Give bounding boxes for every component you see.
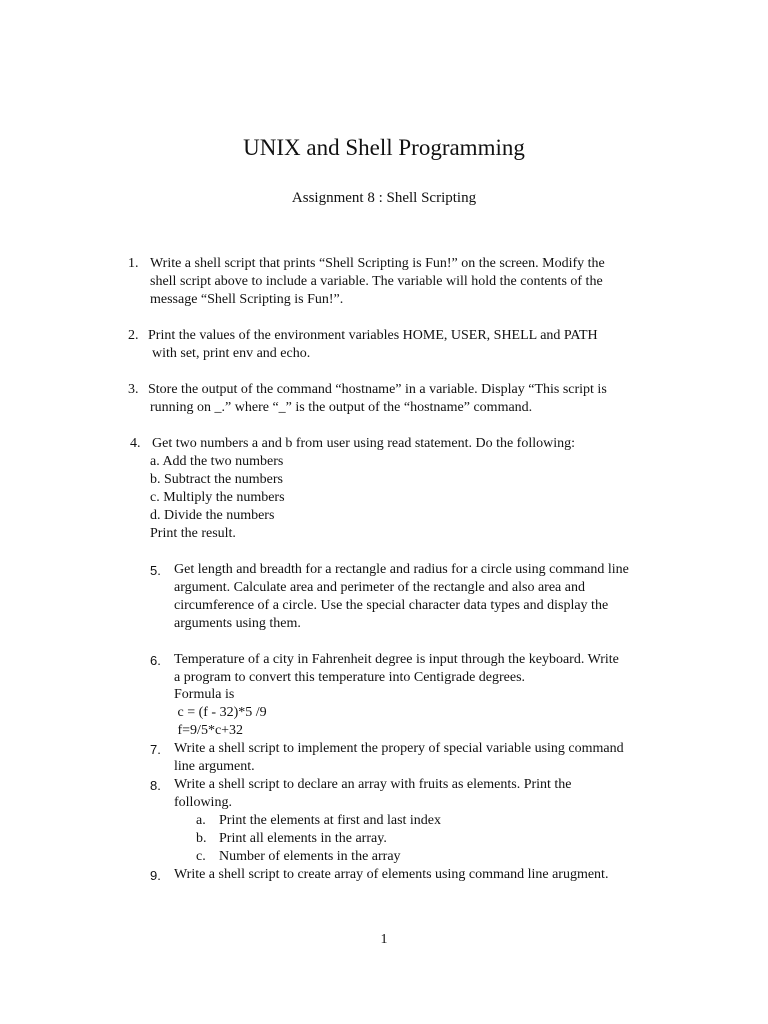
question-line: Print the result. xyxy=(150,526,236,541)
question-line: Store the output of the command “hostname” in a variable. Display “This script is xyxy=(148,382,607,397)
sub-item-text: Number of elements in the array xyxy=(219,849,401,864)
sub-item-letter: c. xyxy=(196,849,206,864)
question-line: Write a shell script that prints “Shell Scripting is Fun!” on the screen. Modify the xyxy=(150,256,605,271)
sub-item-text: Print all elements in the array. xyxy=(219,831,387,846)
question-line: with set, print env and echo. xyxy=(152,346,311,361)
formula-line: f=9/5*c+32 xyxy=(174,723,244,738)
question-line: Print the values of the environment variables HOME, USER, SHELL and PATH xyxy=(148,328,598,343)
assignment-subtitle: Assignment 8 : Shell Scripting xyxy=(291,190,477,206)
question-line: running on _.” where “_” is the output of the “hostname” command. xyxy=(150,400,533,415)
question-number: 3. xyxy=(128,382,139,397)
question-number: 2. xyxy=(128,328,139,343)
question-line: Get length and breadth for a rectangle and radius for a circle using command line xyxy=(174,562,629,577)
question-line: Formula is xyxy=(174,687,235,702)
question-line: shell script above to include a variable. The variable will hold the contents of the xyxy=(150,274,603,289)
question-line: a program to convert this temperature into Centigrade degrees. xyxy=(174,670,526,685)
page-title: UNIX and Shell Programming xyxy=(243,135,525,160)
formula-line: c = (f - 32)*5 /9 xyxy=(174,705,267,720)
sub-item-letter: b. xyxy=(196,831,207,846)
question-line: c. Multiply the numbers xyxy=(150,490,285,505)
question-number: 4. xyxy=(130,436,141,451)
question-line: Write a shell script to implement the propery of special variable using command xyxy=(174,741,624,756)
sub-item-letter: a. xyxy=(196,813,206,828)
question-line: Temperature of a city in Fahrenheit degree is input through the keyboard. Write xyxy=(174,652,619,667)
question-line: argument. Calculate area and perimeter of the rectangle and also area and xyxy=(174,580,585,595)
question-number: 7. xyxy=(150,742,161,757)
question-line: arguments using them. xyxy=(174,616,301,631)
question-number: 9. xyxy=(150,868,161,883)
question-number: 5. xyxy=(150,563,161,578)
question-line: line argument. xyxy=(174,759,255,774)
question-line: message “Shell Scripting is Fun!”. xyxy=(150,292,344,307)
question-line: Write a shell script to create array of elements using command line arugment. xyxy=(174,867,609,882)
question-number: 8. xyxy=(150,778,161,793)
question-line: Get two numbers a and b from user using read statement. Do the following: xyxy=(152,436,576,451)
question-number: 1. xyxy=(128,256,139,271)
sub-item-text: Print the elements at first and last index xyxy=(219,813,442,828)
question-line: Write a shell script to declare an array with fruits as elements. Print the xyxy=(174,777,572,792)
question-number: 6. xyxy=(150,653,161,668)
question-line: b. Subtract the numbers xyxy=(150,472,283,487)
question-line: following. xyxy=(174,795,232,810)
question-line: a. Add the two numbers xyxy=(150,454,284,469)
question-line: d. Divide the numbers xyxy=(150,508,275,523)
page-number: 1 xyxy=(380,932,388,947)
question-line: circumference of a circle. Use the special character data types and display the xyxy=(174,598,609,613)
